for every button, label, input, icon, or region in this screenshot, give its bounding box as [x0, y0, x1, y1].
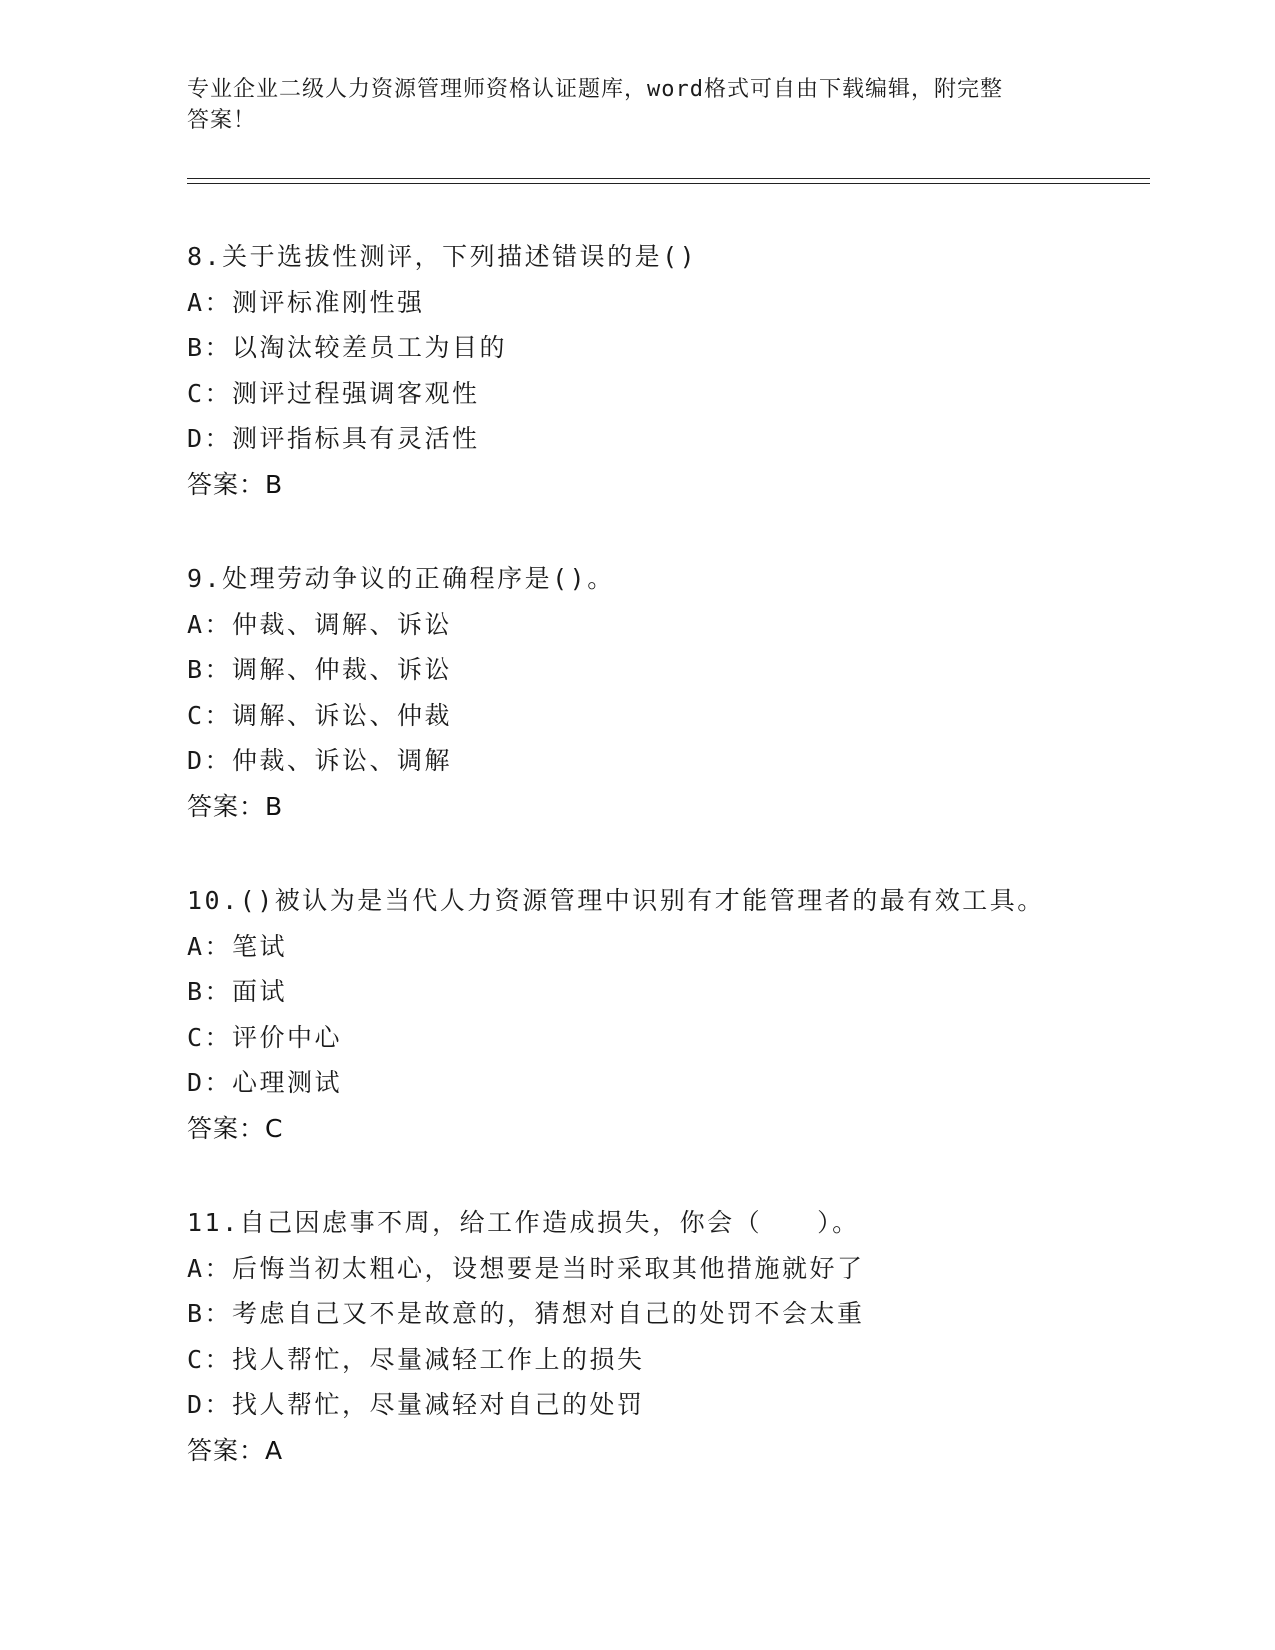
header-divider [187, 178, 1150, 184]
question-list [187, 234, 1150, 1522]
option-b: B：面试 [187, 977, 288, 1006]
option-a: A：后悔当初太粗心，设想要是当时采取其他措施就好了 [187, 1253, 865, 1283]
answer: 答案：B [187, 791, 284, 821]
option-d: D：测评指标具有灵活性 [187, 424, 480, 453]
option-d: D：心理测试 [187, 1068, 343, 1097]
option-c: C：找人帮忙，尽量减轻工作上的损失 [187, 1344, 645, 1374]
question-8 [187, 234, 1150, 507]
option-c: C：测评过程强调客观性 [187, 378, 480, 408]
answer: 答案：A [187, 1435, 284, 1465]
question-stem: 9.处理劳动争议的正确程序是()。 [187, 564, 615, 593]
header-line-1: 专业企业二级人力资源管理师资格认证题库，word格式可自由下载编辑，附完整 [187, 77, 1003, 102]
option-c: C：评价中心 [187, 1022, 343, 1052]
header-line-2: 答案！ [187, 108, 257, 133]
option-d: D：仲裁、诉讼、调解 [187, 746, 453, 775]
question-stem: 10.()被认为是当代人力资源管理中识别有才能管理者的最有效工具。 [187, 886, 1045, 915]
document-header [187, 74, 1077, 136]
question-stem: 8.关于选拔性测评，下列描述错误的是() [187, 242, 698, 271]
answer: 答案：C [187, 1113, 284, 1143]
option-d: D：找人帮忙，尽量减轻对自己的处罚 [187, 1390, 645, 1419]
option-b: B：考虑自己又不是故意的，猜想对自己的处罚不会太重 [187, 1299, 865, 1328]
question-stem: 11.自己因虑事不周，给工作造成损失，你会（ ）。 [187, 1208, 860, 1237]
option-a: A：笔试 [187, 931, 288, 961]
option-a: A：测评标准刚性强 [187, 287, 425, 317]
question-9 [187, 556, 1150, 829]
option-c: C：调解、诉讼、仲裁 [187, 700, 453, 730]
option-a: A：仲裁、调解、诉讼 [187, 609, 453, 639]
question-10 [187, 878, 1150, 1151]
answer: 答案：B [187, 469, 284, 499]
question-11 [187, 1200, 1150, 1473]
option-b: B：调解、仲裁、诉讼 [187, 655, 453, 684]
option-b: B：以淘汰较差员工为目的 [187, 333, 508, 362]
